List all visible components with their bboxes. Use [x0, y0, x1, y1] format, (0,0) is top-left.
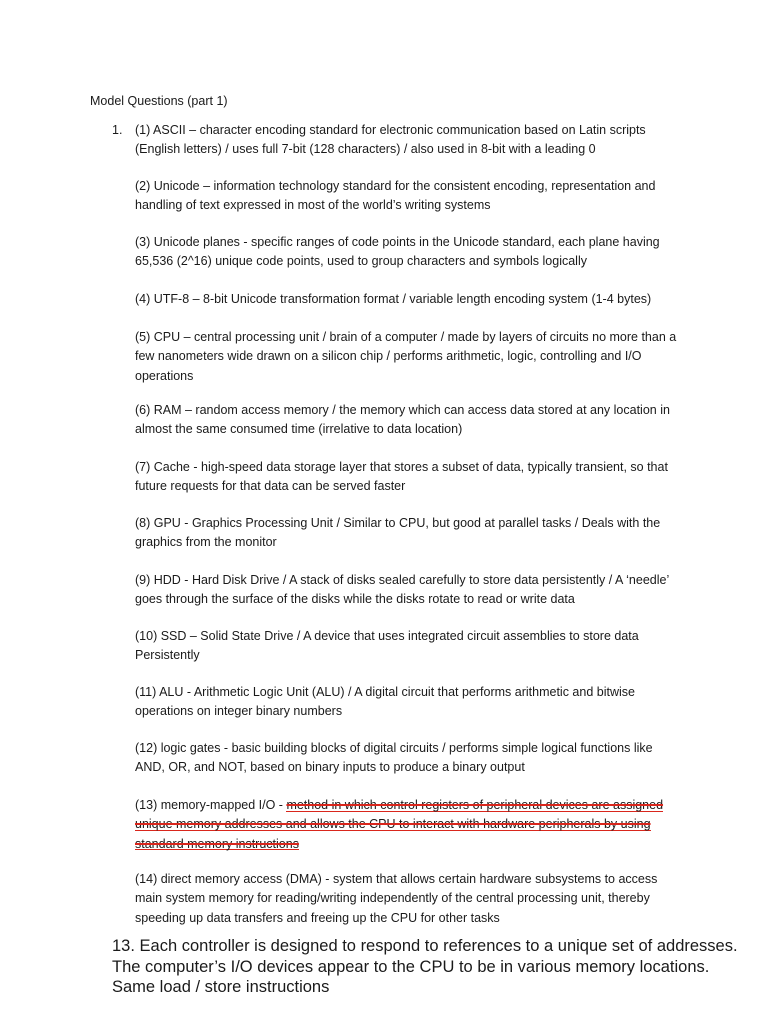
document-title: Model Questions (part 1): [90, 94, 228, 108]
entry-unicode-planes: (3) Unicode planes - specific ranges of code points in the Unicode standard, each plane having 65,536 (2^16) unique code points, used to group characters and symbols logically: [135, 235, 660, 269]
entry-utf8: (4) UTF-8 – 8-bit Unicode transformation format / variable length encoding system (1-4 bytes): [135, 292, 652, 306]
handwritten-note: 13. Each controller is designed to respond to references to a unique set of addresses. The computer’s I/O devices appear to the CPU to be in various memory locations. Same load / store instructions: [112, 937, 738, 996]
entry-memory-mapped-io-lead: (13) memory-mapped I/O -: [135, 798, 287, 812]
entry-memory-mapped-io: [135, 796, 680, 854]
entry-ram: (6) RAM – random access memory / the memory which can access data stored at any location in almost the same consumed time (irrelative to data location): [135, 403, 670, 437]
entry-gpu: (8) GPU - Graphics Processing Unit / Similar to CPU, but good at parallel tasks / Deals with the graphics from the monitor: [135, 516, 661, 550]
struck-definition: method in which control registers of peripheral devices are assigned unique memory addresses and allows the CPU to interact with hardware peripherals by using standard memory instructions: [135, 798, 664, 851]
entry-ascii: (1) ASCII – character encoding standard for electronic communication based on Latin scripts (English letters) / uses full 7-bit (128 characters) / also used in 8-bit with a leading 0: [135, 123, 646, 157]
entry-alu: (11) ALU - Arithmetic Logic Unit (ALU) / A digital circuit that performs arithmetic and bitwise operations on integer binary numbers: [135, 685, 635, 719]
entry-ssd: (10) SSD – Solid State Drive / A device that uses integrated circuit assemblies to store data Persistently: [135, 629, 639, 663]
entry-cpu: (5) CPU – central processing unit / brain of a computer / made by layers of circuits no more than a few nanometers wide drawn on a silicon chip / performs arithmetic, logic, controlling and I/O operations: [135, 330, 677, 383]
entry-logic-gates: (12) logic gates - basic building blocks of digital circuits / performs simple logical functions like AND, OR, and NOT, based on binary inputs to produce a binary output: [135, 741, 653, 775]
entry-unicode: (2) Unicode – information technology standard for the consistent encoding, representation and handling of text expressed in most of the world’s writing systems: [135, 179, 656, 213]
entry-dma: (14) direct memory access (DMA) - system that allows certain hardware subsystems to access main system memory for reading/writing independently of the central processing unit, thereby speeding up data transfers and freeing up the CPU for other tasks: [135, 872, 658, 925]
entry-cache: (7) Cache - high-speed data storage layer that stores a subset of data, typically transient, so that future requests for that data can be served faster: [135, 460, 668, 494]
entry-hdd: (9) HDD - Hard Disk Drive / A stack of disks sealed carefully to store data persistently / A ‘needle’ goes through the surface of the disks while the disks rotate to read or write data: [135, 573, 669, 607]
list-number: 1.: [112, 123, 123, 137]
